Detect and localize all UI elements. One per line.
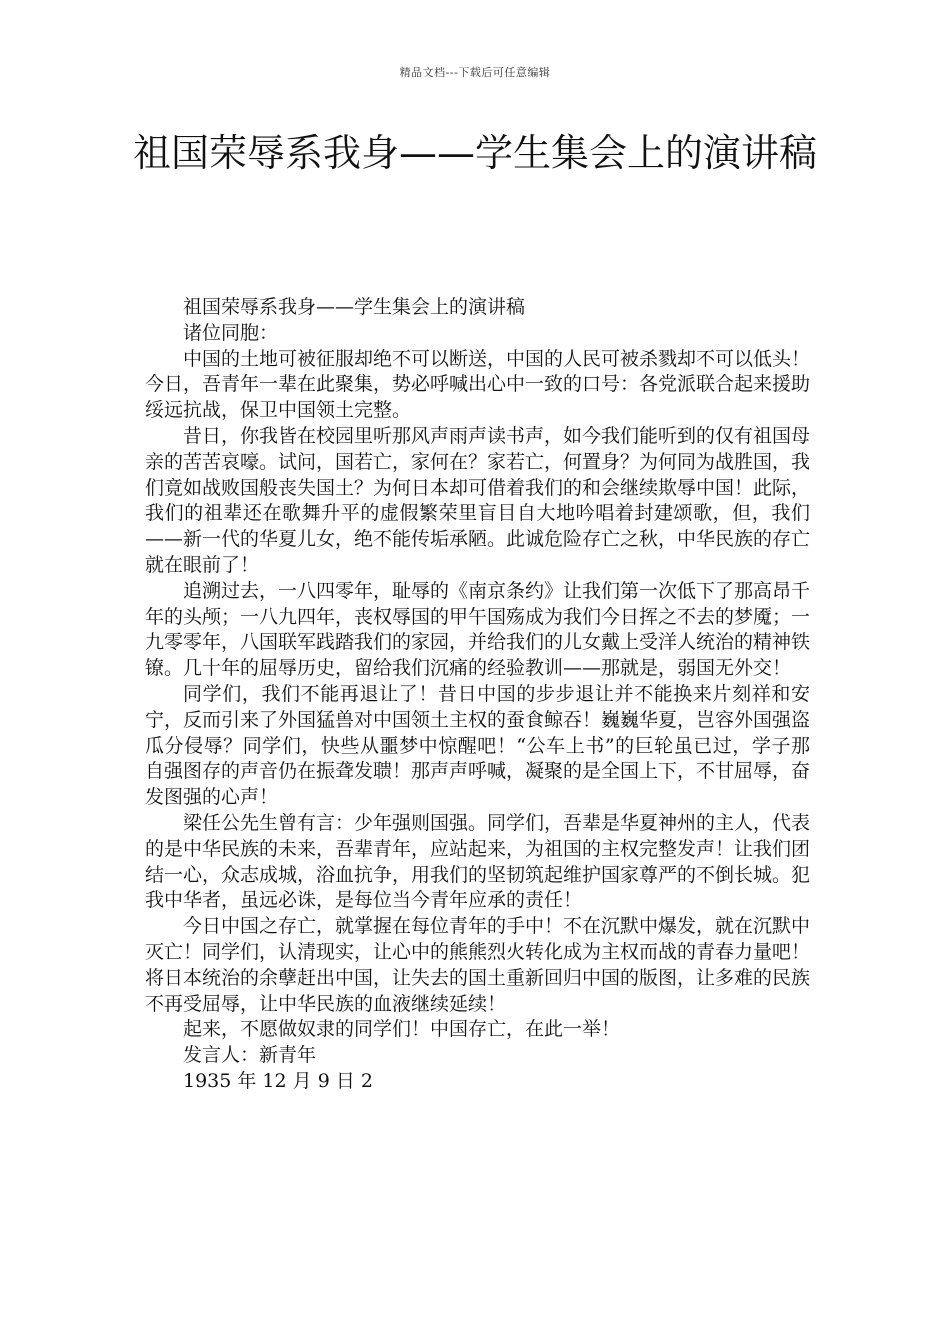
subtitle-line: 祖国荣辱系我身——学生集会上的演讲稿	[183, 296, 526, 318]
paragraph: 追溯过去，一八四零年，耻辱的《南京条约》让我们第一次低下了那高昂千年的头颅；一八九四年，丧权辱国的甲午国殇成为我们今日挥之不去的梦魇；一九零零年，八国联军践踏我们的家园，并给我们的儿女戴上受洋人统治的精神铁镣。几十年的屈辱历史，留给我们沉痛的经验教训——那就是，弱国无外交！	[145, 579, 811, 680]
paragraph: 昔日，你我皆在校园里听那风声雨声读书声，如今我们能听到的仅有祖国母亲的苦苦哀嚎。试问，国若亡，家何在？家若亡，何置身？为何同为战胜国，我们竟如战败国般丧失国土？为何日本却可借着我们的和会继续欺辱中国！此际，我们的祖辈还在歌舞升平的虚假繁荣里盲目自大地吟唱着封建颂歌，但，我们——新一代的华夏儿女，绝不能传垢承陋。此诚危险存亡之秋，中华民族的存亡就在眼前了！	[145, 424, 811, 576]
paragraph: 今日中国之存亡，就掌握在每位青年的手中！不在沉默中爆发，就在沉默中灭亡！同学们，认清现实，让心中的熊熊烈火转化成为主权而战的青春力量吧！将日本统治的余孽赶出中国，让失去的国土重新回归中国的版图，让多难的民族不再受屈辱，让中华民族的血液继续延续！	[145, 915, 811, 1015]
paragraph: 中国的土地可被征服却绝不可以断送，中国的人民可被杀戮却不可以低头！今日，吾青年一辈在此聚集，势必呼喊出心中一致的口号：各党派联合起来援助绥远抗战，保卫中国领土完整。	[145, 347, 811, 422]
paragraph: 同学们，我们不能再退让了！昔日中国的步步退让并不能换来片刻祥和安宁，反而引来了外国猛兽对中国领土主权的蚕食鲸吞！巍巍华夏，岂容外国强盗瓜分侵辱？同学们，快些从噩梦中惊醒吧！“公车上书”的巨轮虽已过，学子那自强图存的声音仍在振聋发聩！那声声呼喊，凝聚的是全国上下，不甘屈辱，奋发图强的心声！	[145, 682, 811, 809]
date-line: 1935 年 12 月 9 日 2	[183, 1069, 373, 1092]
page-header-note: 精品文档---下载后可任意编辑	[399, 66, 551, 79]
paragraph: 梁任公先生曾有言：少年强则国强。同学们，吾辈是华夏神州的主人，代表的是中华民族的未来，吾辈青年，应站起来，为祖国的主权完整发声！让我们团结一心，众志成城，浴血抗争，用我们的坚韧筑起维护国家尊严的不倒长城。犯我中华者，虽远必诛，是每位当今青年应承的责任！	[145, 811, 811, 912]
paragraph: 起来，不愿做奴隶的同学们！中国存亡，在此一举！	[183, 1018, 621, 1041]
salutation: 诸位同胞：	[183, 321, 279, 344]
document-body	[145, 295, 810, 1095]
document-title: 祖国荣辱系我身——学生集会上的演讲稿	[132, 131, 817, 175]
speaker-line: 发言人：新青年	[183, 1044, 317, 1067]
